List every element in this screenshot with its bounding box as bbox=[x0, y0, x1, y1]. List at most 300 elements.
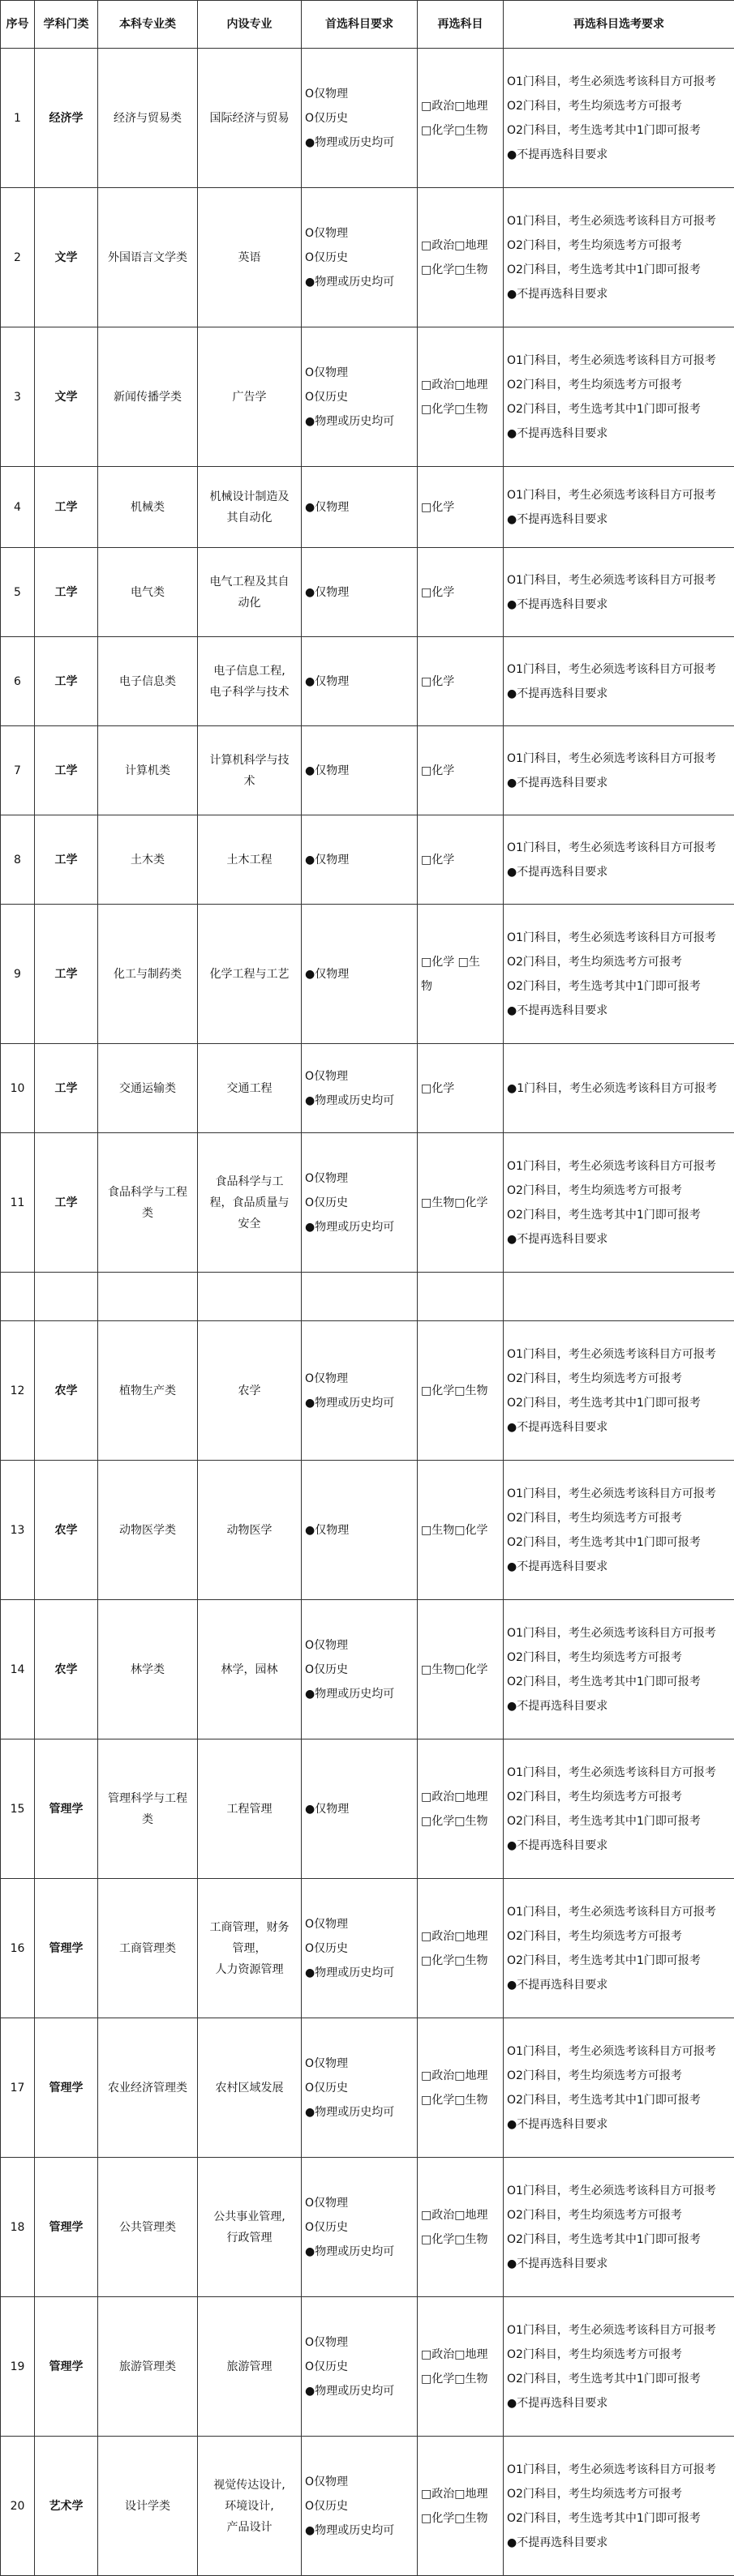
cell-major-class-line: 类 bbox=[101, 1811, 194, 1829]
cell-major-class-line: 机械类 bbox=[101, 499, 194, 516]
cell-first-subject-line: O仅物理 bbox=[305, 1170, 414, 1187]
cell-index bbox=[1, 1273, 35, 1321]
cell-reselect-subject bbox=[418, 2437, 504, 2576]
header-internal-major: 内设专业 bbox=[198, 1, 302, 49]
cell-reselect-subject-line: □政治□地理 bbox=[421, 376, 500, 394]
cell-major-class bbox=[98, 637, 198, 726]
cell-index: 4 bbox=[1, 467, 35, 548]
cell-reselect-subject bbox=[418, 1273, 504, 1321]
cell-reselect-requirement bbox=[504, 1461, 734, 1600]
cell-major-class bbox=[98, 1133, 198, 1273]
cell-reselect-requirement-line: O1门科目，考生必须选考该科目方可报考 bbox=[507, 2043, 731, 2060]
cell-reselect-requirement-line: ●不提再选科目要求 bbox=[507, 146, 731, 164]
table-row bbox=[1, 1044, 734, 1133]
table-row bbox=[1, 2437, 734, 2576]
cell-first-subject bbox=[302, 1273, 418, 1321]
cell-internal-major-line: 英语 bbox=[201, 249, 298, 267]
cell-first-subject-line: O仅历史 bbox=[305, 1661, 414, 1679]
cell-internal-major-line: 行政管理 bbox=[201, 2229, 298, 2247]
cell-major-class-line: 工商管理类 bbox=[101, 1940, 194, 1958]
cell-first-subject-line: ●物理或历史均可 bbox=[305, 1218, 414, 1236]
cell-reselect-subject bbox=[418, 548, 504, 637]
cell-reselect-requirement-line: O1门科目，考生必须选考该科目方可报考 bbox=[507, 661, 731, 678]
cell-major-class bbox=[98, 905, 198, 1044]
cell-reselect-subject-line: □生物□化学 bbox=[421, 1661, 500, 1679]
cell-reselect-subject bbox=[418, 1739, 504, 1879]
cell-first-subject bbox=[302, 467, 418, 548]
cell-reselect-requirement bbox=[504, 188, 734, 327]
cell-internal-major-line: 动化 bbox=[201, 594, 298, 612]
cell-major-class-line: 经济与贸易类 bbox=[101, 109, 194, 127]
header-reselect-requirement: 再选科目选考要求 bbox=[504, 1, 734, 49]
cell-first-subject-line: O仅历史 bbox=[305, 2219, 414, 2236]
table-row bbox=[1, 467, 734, 548]
cell-reselect-subject bbox=[418, 1879, 504, 2018]
cell-reselect-requirement bbox=[504, 726, 734, 815]
cell-first-subject-line: O仅物理 bbox=[305, 2194, 414, 2212]
cell-index: 5 bbox=[1, 548, 35, 637]
cell-first-subject-line: O仅物理 bbox=[305, 2473, 414, 2491]
cell-index: 10 bbox=[1, 1044, 35, 1133]
cell-first-subject-line: O仅物理 bbox=[305, 2055, 414, 2073]
cell-index: 18 bbox=[1, 2158, 35, 2297]
cell-reselect-requirement-line: ●不提再选科目要求 bbox=[507, 1558, 731, 1576]
table-row bbox=[1, 1273, 734, 1321]
cell-major-class-line: 旅游管理类 bbox=[101, 2358, 194, 2376]
cell-reselect-requirement-line: O1门科目，考生必须选考该科目方可报考 bbox=[507, 73, 731, 91]
cell-first-subject-line: ●仅物理 bbox=[305, 851, 414, 869]
cell-first-subject-line: ●物理或历史均可 bbox=[305, 1092, 414, 1110]
cell-category: 农学 bbox=[35, 1461, 98, 1600]
cell-reselect-requirement-line: ●不提再选科目要求 bbox=[507, 685, 731, 703]
cell-reselect-subject bbox=[418, 1461, 504, 1600]
table-row bbox=[1, 2158, 734, 2297]
cell-major-class-line: 外国语言文学类 bbox=[101, 249, 194, 267]
cell-first-subject-line: ●仅物理 bbox=[305, 673, 414, 691]
cell-reselect-requirement-line: O2门科目，考生均须选考方可报考 bbox=[507, 1182, 731, 1200]
cell-reselect-requirement-line: ●不提再选科目要求 bbox=[507, 1837, 731, 1855]
cell-major-class bbox=[98, 49, 198, 188]
cell-category: 艺术学 bbox=[35, 2437, 98, 2576]
cell-index: 1 bbox=[1, 49, 35, 188]
cell-internal-major bbox=[198, 2437, 302, 2576]
cell-reselect-requirement-line: O2门科目，考生均须选考方可报考 bbox=[507, 376, 731, 394]
cell-internal-major bbox=[198, 637, 302, 726]
cell-reselect-requirement-line: O1门科目，考生必须选考该科目方可报考 bbox=[507, 2182, 731, 2200]
cell-reselect-requirement-line: O2门科目，考生选考其中1门即可报考 bbox=[507, 978, 731, 995]
cell-index: 16 bbox=[1, 1879, 35, 2018]
cell-internal-major-line: 农学 bbox=[201, 1382, 298, 1400]
cell-reselect-requirement-line: O2门科目，考生均须选考方可报考 bbox=[507, 2067, 731, 2085]
cell-reselect-requirement-line: O2门科目，考生选考其中1门即可报考 bbox=[507, 122, 731, 139]
cell-major-class bbox=[98, 815, 198, 905]
cell-major-class bbox=[98, 327, 198, 467]
cell-first-subject-line: O仅历史 bbox=[305, 2497, 414, 2515]
cell-reselect-requirement-line: ●不提再选科目要求 bbox=[507, 1697, 731, 1715]
cell-first-subject bbox=[302, 905, 418, 1044]
cell-reselect-requirement-line: O2门科目，考生选考其中1门即可报考 bbox=[507, 1952, 731, 1970]
cell-reselect-requirement bbox=[504, 1600, 734, 1739]
cell-reselect-subject-line: □政治□地理 bbox=[421, 2485, 500, 2503]
cell-first-subject bbox=[302, 327, 418, 467]
cell-reselect-subject-line: □化学 □生 bbox=[421, 953, 500, 971]
cell-first-subject bbox=[302, 1133, 418, 1273]
cell-reselect-subject bbox=[418, 637, 504, 726]
cell-index: 19 bbox=[1, 2297, 35, 2437]
cell-reselect-requirement-line: O1门科目，考生必须选考该科目方可报考 bbox=[507, 1903, 731, 1921]
cell-first-subject-line: O仅历史 bbox=[305, 109, 414, 127]
cell-first-subject bbox=[302, 188, 418, 327]
cell-first-subject-line: ●物理或历史均可 bbox=[305, 134, 414, 152]
cell-internal-major-line: 旅游管理 bbox=[201, 2358, 298, 2376]
cell-major-class bbox=[98, 2158, 198, 2297]
cell-major-class-line: 动物医学类 bbox=[101, 1521, 194, 1539]
cell-first-subject-line: O仅物理 bbox=[305, 1370, 414, 1388]
cell-reselect-subject bbox=[418, 327, 504, 467]
cell-internal-major-line: 广告学 bbox=[201, 388, 298, 406]
cell-major-class-line: 计算机类 bbox=[101, 762, 194, 780]
table-row bbox=[1, 2018, 734, 2158]
cell-internal-major-line: 国际经济与贸易 bbox=[201, 109, 298, 127]
cell-index: 2 bbox=[1, 188, 35, 327]
cell-internal-major-line: 环境设计, bbox=[201, 2497, 298, 2515]
cell-reselect-requirement-line: O2门科目，考生均须选考方可报考 bbox=[507, 237, 731, 255]
cell-reselect-requirement-line: O1门科目，考生必须选考该科目方可报考 bbox=[507, 1157, 731, 1175]
cell-reselect-subject-line: □化学□生物 bbox=[421, 1382, 500, 1400]
cell-index: 7 bbox=[1, 726, 35, 815]
cell-internal-major-line: 土木工程 bbox=[201, 851, 298, 869]
cell-reselect-requirement bbox=[504, 815, 734, 905]
cell-reselect-requirement-line: O1门科目，考生必须选考该科目方可报考 bbox=[507, 212, 731, 230]
cell-first-subject-line: ●物理或历史均可 bbox=[305, 1964, 414, 1982]
cell-internal-major bbox=[198, 726, 302, 815]
cell-major-class bbox=[98, 188, 198, 327]
cell-reselect-subject bbox=[418, 1133, 504, 1273]
cell-reselect-subject-line: □政治□地理 bbox=[421, 1788, 500, 1806]
cell-reselect-subject-line: □生物□化学 bbox=[421, 1521, 500, 1539]
cell-reselect-requirement bbox=[504, 327, 734, 467]
cell-reselect-subject bbox=[418, 49, 504, 188]
cell-category: 工学 bbox=[35, 637, 98, 726]
cell-reselect-requirement-line: O1门科目，考生必须选考该科目方可报考 bbox=[507, 2461, 731, 2479]
cell-reselect-subject bbox=[418, 2297, 504, 2437]
cell-reselect-requirement-line: O2门科目，考生均须选考方可报考 bbox=[507, 1370, 731, 1388]
cell-internal-major-line: 视觉传达设计, bbox=[201, 2476, 298, 2494]
cell-first-subject bbox=[302, 726, 418, 815]
cell-index: 17 bbox=[1, 2018, 35, 2158]
cell-reselect-requirement bbox=[504, 1273, 734, 1321]
cell-internal-major-line: 产品设计 bbox=[201, 2518, 298, 2536]
cell-category: 管理学 bbox=[35, 1879, 98, 2018]
header-reselect-subject: 再选科目 bbox=[418, 1, 504, 49]
cell-internal-major-line: 人力资源管理 bbox=[201, 1961, 298, 1979]
cell-reselect-subject-line: □化学 bbox=[421, 762, 500, 780]
cell-internal-major-line: 电子信息工程, bbox=[201, 662, 298, 680]
cell-major-class bbox=[98, 1044, 198, 1133]
table-row bbox=[1, 548, 734, 637]
cell-first-subject bbox=[302, 2437, 418, 2576]
cell-reselect-requirement-line: O1门科目，考生必须选考该科目方可报考 bbox=[507, 486, 731, 504]
cell-reselect-subject bbox=[418, 188, 504, 327]
cell-category bbox=[35, 1273, 98, 1321]
header-index: 序号 bbox=[1, 1, 35, 49]
cell-internal-major-line: 林学，园林 bbox=[201, 1661, 298, 1679]
cell-category: 工学 bbox=[35, 548, 98, 637]
cell-reselect-requirement-line: O1门科目，考生必须选考该科目方可报考 bbox=[507, 929, 731, 947]
cell-internal-major-line: 计算机科学与技 bbox=[201, 751, 298, 769]
cell-major-class bbox=[98, 1461, 198, 1600]
cell-first-subject-line: O仅物理 bbox=[305, 1068, 414, 1085]
table-row bbox=[1, 1600, 734, 1739]
cell-reselect-requirement-line: ●不提再选科目要求 bbox=[507, 2394, 731, 2412]
cell-reselect-subject bbox=[418, 1044, 504, 1133]
cell-category: 管理学 bbox=[35, 2297, 98, 2437]
cell-internal-major-line: 程，食品质量与 bbox=[201, 1194, 298, 1212]
cell-reselect-requirement bbox=[504, 1879, 734, 2018]
cell-internal-major bbox=[198, 2018, 302, 2158]
cell-major-class-line: 类 bbox=[101, 1205, 194, 1222]
cell-major-class-line: 林学类 bbox=[101, 1661, 194, 1679]
cell-first-subject-line: ●物理或历史均可 bbox=[305, 2243, 414, 2261]
cell-category: 经济学 bbox=[35, 49, 98, 188]
cell-internal-major-line: 农村区域发展 bbox=[201, 2079, 298, 2097]
header-major-class: 本科专业类 bbox=[98, 1, 198, 49]
cell-first-subject bbox=[302, 1044, 418, 1133]
cell-reselect-requirement bbox=[504, 1044, 734, 1133]
cell-category: 管理学 bbox=[35, 2018, 98, 2158]
cell-index: 3 bbox=[1, 327, 35, 467]
cell-first-subject-line: ●物理或历史均可 bbox=[305, 1394, 414, 1412]
cell-reselect-requirement-line: O2门科目，考生均须选考方可报考 bbox=[507, 2485, 731, 2503]
table-row bbox=[1, 815, 734, 905]
cell-major-class bbox=[98, 1739, 198, 1879]
cell-first-subject bbox=[302, 1321, 418, 1461]
cell-first-subject-line: O仅历史 bbox=[305, 1940, 414, 1958]
cell-first-subject-line: ●物理或历史均可 bbox=[305, 2103, 414, 2121]
cell-reselect-requirement-line: O2门科目，考生选考其中1门即可报考 bbox=[507, 2091, 731, 2109]
cell-reselect-requirement bbox=[504, 1133, 734, 1273]
cell-reselect-requirement-line: ●不提再选科目要求 bbox=[507, 285, 731, 303]
cell-reselect-subject-line: □政治□地理 bbox=[421, 97, 500, 115]
cell-reselect-subject bbox=[418, 905, 504, 1044]
cell-reselect-requirement-line: ●不提再选科目要求 bbox=[507, 511, 731, 528]
cell-internal-major bbox=[198, 2297, 302, 2437]
cell-index: 14 bbox=[1, 1600, 35, 1739]
cell-first-subject-line: O仅历史 bbox=[305, 1194, 414, 1212]
cell-reselect-subject-line: □化学□生物 bbox=[421, 2370, 500, 2388]
header-category: 学科门类 bbox=[35, 1, 98, 49]
cell-internal-major-line: 其自动化 bbox=[201, 509, 298, 527]
cell-reselect-requirement bbox=[504, 2437, 734, 2576]
cell-internal-major bbox=[198, 1044, 302, 1133]
cell-reselect-subject-line: □化学 bbox=[421, 584, 500, 601]
cell-internal-major bbox=[198, 1133, 302, 1273]
cell-first-subject-line: ●物理或历史均可 bbox=[305, 2522, 414, 2540]
cell-internal-major-line: 公共事业管理, bbox=[201, 2208, 298, 2226]
table-row bbox=[1, 1133, 734, 1273]
cell-reselect-requirement-line: O2门科目，考生均须选考方可报考 bbox=[507, 2346, 731, 2364]
cell-index: 6 bbox=[1, 637, 35, 726]
cell-reselect-subject-line: □化学 bbox=[421, 1080, 500, 1098]
cell-reselect-subject-line: □化学□生物 bbox=[421, 2231, 500, 2249]
cell-internal-major bbox=[198, 327, 302, 467]
cell-reselect-requirement-line: ●不提再选科目要求 bbox=[507, 596, 731, 614]
cell-first-subject bbox=[302, 2297, 418, 2437]
cell-index: 13 bbox=[1, 1461, 35, 1600]
cell-major-class bbox=[98, 1273, 198, 1321]
cell-reselect-subject-line: □政治□地理 bbox=[421, 237, 500, 255]
cell-index: 15 bbox=[1, 1739, 35, 1879]
cell-first-subject bbox=[302, 815, 418, 905]
cell-first-subject-line: O仅历史 bbox=[305, 2358, 414, 2376]
cell-major-class-line: 新闻传播学类 bbox=[101, 388, 194, 406]
table-row bbox=[1, 1879, 734, 2018]
cell-first-subject-line: ●仅物理 bbox=[305, 584, 414, 601]
table-row bbox=[1, 49, 734, 188]
cell-reselect-requirement-line: ●不提再选科目要求 bbox=[507, 774, 731, 792]
cell-reselect-subject-line: □政治□地理 bbox=[421, 2067, 500, 2085]
cell-first-subject bbox=[302, 1600, 418, 1739]
cell-reselect-requirement-line: O1门科目，考生必须选考该科目方可报考 bbox=[507, 1764, 731, 1782]
cell-reselect-requirement-line: O2门科目，考生均须选考方可报考 bbox=[507, 953, 731, 971]
cell-first-subject-line: ●物理或历史均可 bbox=[305, 1685, 414, 1703]
cell-reselect-requirement-line: O1门科目，考生必须选考该科目方可报考 bbox=[507, 352, 731, 370]
cell-major-class bbox=[98, 2018, 198, 2158]
cell-reselect-subject-line: □化学□生物 bbox=[421, 122, 500, 139]
cell-reselect-subject-line: □政治□地理 bbox=[421, 1928, 500, 1945]
cell-internal-major bbox=[198, 188, 302, 327]
cell-internal-major bbox=[198, 1739, 302, 1879]
cell-category: 工学 bbox=[35, 467, 98, 548]
table-row bbox=[1, 905, 734, 1044]
cell-reselect-requirement-line: O2门科目，考生均须选考方可报考 bbox=[507, 1649, 731, 1667]
cell-first-subject bbox=[302, 1879, 418, 2018]
cell-category: 工学 bbox=[35, 815, 98, 905]
cell-major-class bbox=[98, 726, 198, 815]
cell-major-class-line: 电气类 bbox=[101, 584, 194, 601]
cell-internal-major-line: 机械设计制造及 bbox=[201, 488, 298, 506]
cell-first-subject bbox=[302, 2018, 418, 2158]
cell-major-class bbox=[98, 1321, 198, 1461]
cell-internal-major bbox=[198, 1461, 302, 1600]
cell-major-class-line: 土木类 bbox=[101, 851, 194, 869]
cell-first-subject-line: O仅物理 bbox=[305, 225, 414, 242]
cell-reselect-requirement-line: O2门科目，考生均须选考方可报考 bbox=[507, 1788, 731, 1806]
cell-major-class bbox=[98, 467, 198, 548]
cell-category: 文学 bbox=[35, 188, 98, 327]
cell-first-subject bbox=[302, 2158, 418, 2297]
cell-reselect-subject-line: □化学□生物 bbox=[421, 400, 500, 418]
cell-reselect-requirement-line: ●不提再选科目要求 bbox=[507, 1002, 731, 1020]
cell-reselect-subject-line: □化学 bbox=[421, 673, 500, 691]
cell-internal-major-line: 安全 bbox=[201, 1215, 298, 1233]
cell-major-class bbox=[98, 548, 198, 637]
cell-internal-major-line: 工程管理 bbox=[201, 1800, 298, 1818]
cell-reselect-subject bbox=[418, 1321, 504, 1461]
cell-reselect-subject-line: □化学□生物 bbox=[421, 1812, 500, 1830]
table-row bbox=[1, 1739, 734, 1879]
cell-reselect-requirement-line: O2门科目，考生选考其中1门即可报考 bbox=[507, 1206, 731, 1224]
cell-major-class-line: 植物生产类 bbox=[101, 1382, 194, 1400]
table-row bbox=[1, 1461, 734, 1600]
cell-major-class-line: 公共管理类 bbox=[101, 2219, 194, 2236]
cell-reselect-requirement-line: ●不提再选科目要求 bbox=[507, 1976, 731, 1994]
cell-major-class-line: 管理科学与工程 bbox=[101, 1790, 194, 1808]
cell-first-subject-line: O仅历史 bbox=[305, 2079, 414, 2097]
cell-reselect-requirement-line: ●不提再选科目要求 bbox=[507, 1230, 731, 1248]
cell-first-subject bbox=[302, 1739, 418, 1879]
cell-internal-major-line: 术 bbox=[201, 772, 298, 790]
cell-first-subject-line: O仅物理 bbox=[305, 1637, 414, 1654]
cell-reselect-requirement-line: O2门科目，考生选考其中1门即可报考 bbox=[507, 2231, 731, 2249]
cell-internal-major bbox=[198, 1273, 302, 1321]
cell-internal-major bbox=[198, 815, 302, 905]
cell-reselect-subject-line: □化学□生物 bbox=[421, 261, 500, 279]
cell-reselect-requirement-line: O2门科目，考生选考其中1门即可报考 bbox=[507, 1394, 731, 1412]
cell-first-subject bbox=[302, 49, 418, 188]
cell-first-subject bbox=[302, 548, 418, 637]
cell-index: 20 bbox=[1, 2437, 35, 2576]
cell-reselect-requirement-line: O1门科目，考生必须选考该科目方可报考 bbox=[507, 1346, 731, 1363]
cell-internal-major-line: 动物医学 bbox=[201, 1521, 298, 1539]
cell-reselect-requirement-line: O2门科目，考生均须选考方可报考 bbox=[507, 2206, 731, 2224]
cell-first-subject-line: O仅物理 bbox=[305, 1915, 414, 1933]
cell-reselect-requirement-line: O2门科目，考生选考其中1门即可报考 bbox=[507, 2370, 731, 2388]
cell-internal-major-line: 食品科学与工 bbox=[201, 1173, 298, 1191]
cell-first-subject-line: ●仅物理 bbox=[305, 762, 414, 780]
cell-reselect-subject bbox=[418, 2158, 504, 2297]
cell-reselect-subject-line: □化学 bbox=[421, 499, 500, 516]
cell-reselect-requirement-line: ●不提再选科目要求 bbox=[507, 863, 731, 881]
cell-reselect-requirement-line: O1门科目，考生必须选考该科目方可报考 bbox=[507, 839, 731, 857]
cell-index: 8 bbox=[1, 815, 35, 905]
cell-reselect-requirement bbox=[504, 2158, 734, 2297]
cell-reselect-subject bbox=[418, 2018, 504, 2158]
cell-first-subject-line: ●仅物理 bbox=[305, 499, 414, 516]
cell-major-class-line: 交通运输类 bbox=[101, 1080, 194, 1098]
cell-internal-major-line: 电气工程及其自 bbox=[201, 573, 298, 591]
cell-reselect-requirement bbox=[504, 2018, 734, 2158]
cell-reselect-requirement bbox=[504, 2297, 734, 2437]
cell-reselect-requirement-line: O1门科目，考生必须选考该科目方可报考 bbox=[507, 750, 731, 768]
cell-reselect-requirement-line: O1门科目，考生必须选考该科目方可报考 bbox=[507, 571, 731, 589]
cell-reselect-requirement-line: O2门科目，考生选考其中1门即可报考 bbox=[507, 2510, 731, 2527]
cell-reselect-requirement-line: O2门科目，考生选考其中1门即可报考 bbox=[507, 1673, 731, 1691]
table-row bbox=[1, 188, 734, 327]
cell-index: 12 bbox=[1, 1321, 35, 1461]
cell-reselect-requirement-line: ●不提再选科目要求 bbox=[507, 1419, 731, 1436]
cell-reselect-subject-line: □化学□生物 bbox=[421, 1952, 500, 1970]
cell-first-subject-line: ●仅物理 bbox=[305, 965, 414, 983]
table-row bbox=[1, 637, 734, 726]
cell-reselect-requirement-line: ●不提再选科目要求 bbox=[507, 2534, 731, 2552]
cell-first-subject bbox=[302, 1461, 418, 1600]
cell-reselect-requirement bbox=[504, 1739, 734, 1879]
header-first-subject: 首选科目要求 bbox=[302, 1, 418, 49]
cell-major-class bbox=[98, 1600, 198, 1739]
cell-major-class bbox=[98, 2437, 198, 2576]
cell-reselect-requirement bbox=[504, 49, 734, 188]
cell-category: 农学 bbox=[35, 1321, 98, 1461]
cell-major-class-line: 化工与制药类 bbox=[101, 965, 194, 983]
cell-category: 管理学 bbox=[35, 2158, 98, 2297]
cell-category: 管理学 bbox=[35, 1739, 98, 1879]
cell-reselect-subject bbox=[418, 815, 504, 905]
cell-internal-major bbox=[198, 1600, 302, 1739]
cell-major-class-line: 设计学类 bbox=[101, 2497, 194, 2515]
cell-internal-major bbox=[198, 49, 302, 188]
cell-category: 农学 bbox=[35, 1600, 98, 1739]
